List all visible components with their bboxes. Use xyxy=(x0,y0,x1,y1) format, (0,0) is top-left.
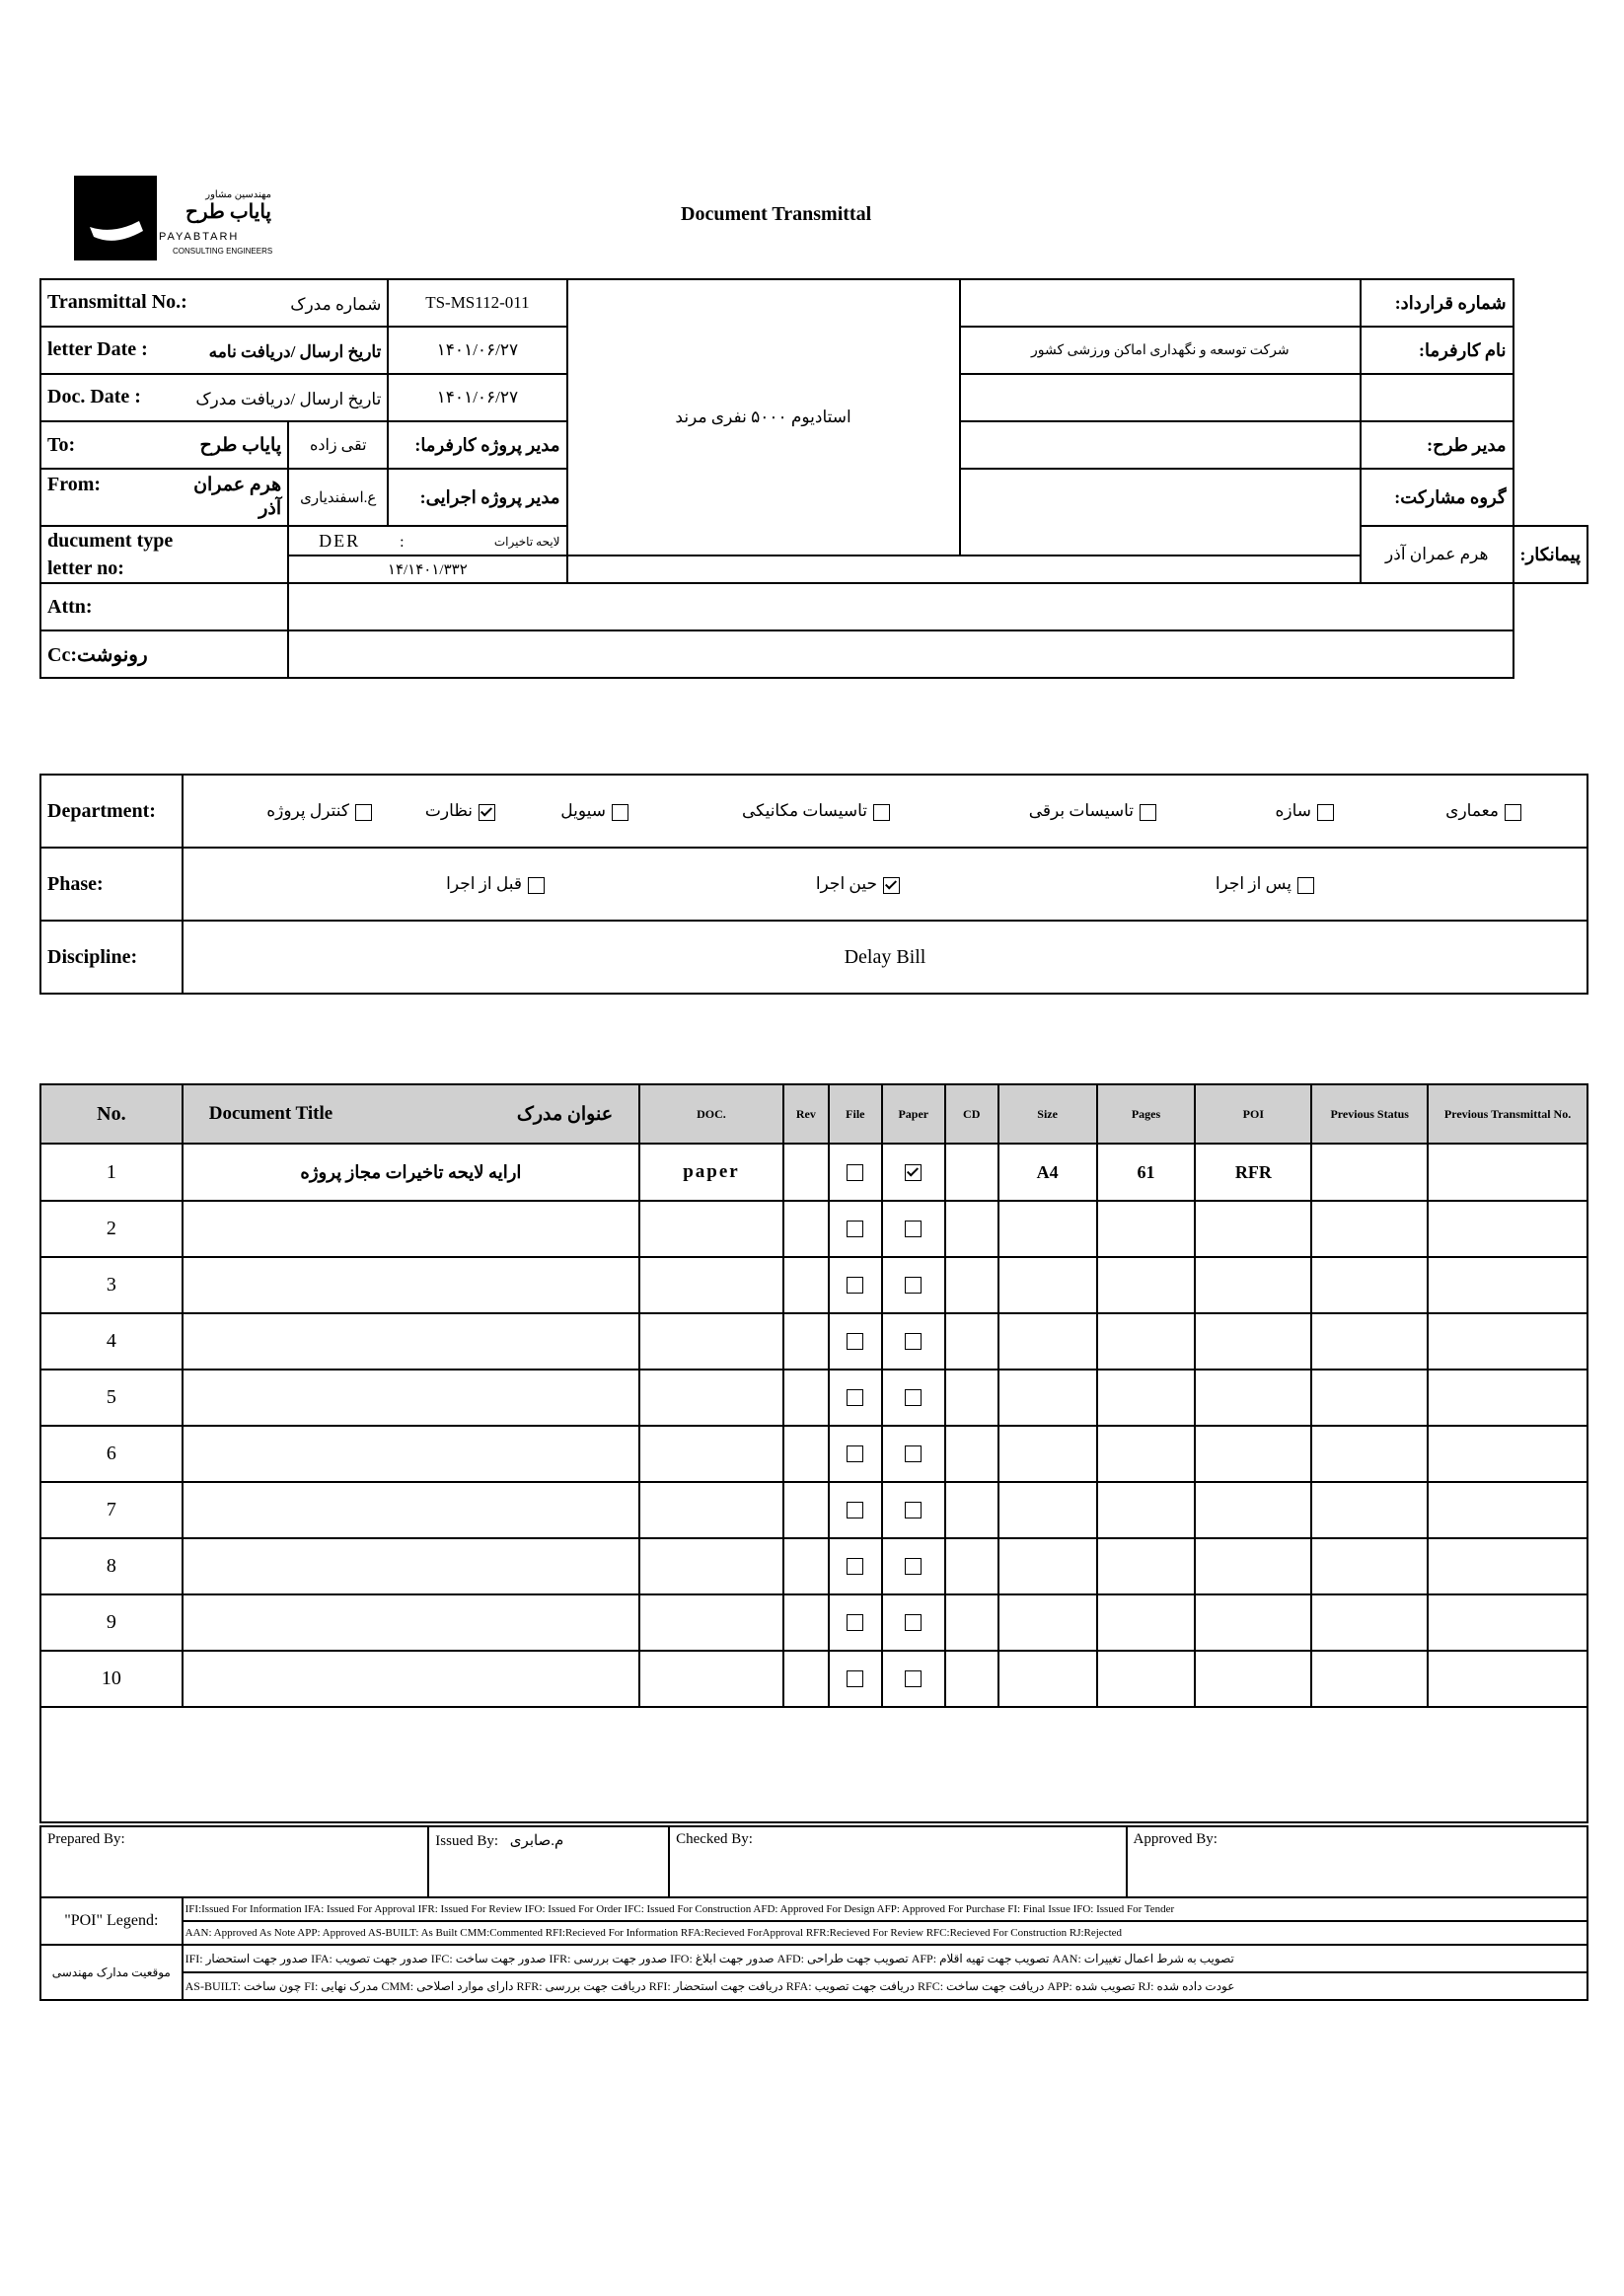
cell-cd xyxy=(945,1594,998,1651)
partnership-label: گروه مشارکت: xyxy=(1361,469,1513,526)
checkbox-paper[interactable] xyxy=(905,1558,922,1575)
cell-no: 10 xyxy=(40,1651,183,1707)
checkbox-after-execution[interactable] xyxy=(1297,877,1314,894)
cell-title xyxy=(183,1257,639,1313)
cell-prev-status xyxy=(1311,1426,1428,1482)
cell-prev-status xyxy=(1311,1257,1428,1313)
doc-type-label: ducument type xyxy=(40,526,288,555)
cell-no: 9 xyxy=(40,1594,183,1651)
empty-cell xyxy=(960,374,1361,421)
cell-file xyxy=(829,1257,882,1313)
checkbox-paper[interactable] xyxy=(905,1277,922,1294)
cell-poi xyxy=(1195,1426,1311,1482)
poi-legend-label: "POI" Legend: xyxy=(40,1897,183,1945)
client-pm-name: تقی زاده xyxy=(288,421,388,469)
document-table xyxy=(39,1083,1588,1823)
cell-size xyxy=(998,1594,1097,1651)
contract-no-label: شماره قرارداد: xyxy=(1361,279,1513,327)
cell-prev-transmittal xyxy=(1428,1201,1587,1257)
checkbox-before-execution[interactable] xyxy=(528,877,545,894)
cell-cd xyxy=(945,1651,998,1707)
department-option-electrical[interactable]: تاسیسات برقی xyxy=(1029,801,1162,821)
checkbox-paper[interactable] xyxy=(905,1670,922,1687)
cell-poi xyxy=(1195,1651,1311,1707)
contract-no-value xyxy=(960,279,1361,327)
classification-table xyxy=(39,774,1588,995)
department-label: Department: xyxy=(40,775,183,848)
col-poi-header: POI xyxy=(1195,1084,1311,1144)
cell-paper xyxy=(882,1370,945,1426)
cell-no: 7 xyxy=(40,1482,183,1538)
cell-poi xyxy=(1195,1313,1311,1370)
cell-poi xyxy=(1195,1370,1311,1426)
cell-title xyxy=(183,1313,639,1370)
fa-legend-line-2: AS-BUILT: چون ساخت FI: مدرک نهایی CMM: دارای موارد اصلاحی RFR: دریافت جهت بررسی RFI: دریافت جهت استحضار RFA: دریافت جهت تصویب RFC: دریافت جهت ساخت APP: تصویب شده RJ: عودت داده شده xyxy=(183,1972,1587,2000)
cell-file xyxy=(829,1651,882,1707)
cell-cd xyxy=(945,1257,998,1313)
checkbox-project-control[interactable] xyxy=(355,804,372,821)
checkbox-paper[interactable] xyxy=(905,1502,922,1518)
letter-no-value: ۱۴/۱۴۰۱/۳۳۲ xyxy=(288,555,566,583)
doc-date-label: Doc. Date : تاریخ ارسال /دریافت مدرک xyxy=(40,374,388,421)
cell-file xyxy=(829,1313,882,1370)
checkbox-civil[interactable] xyxy=(612,804,628,821)
checkbox-mechanical[interactable] xyxy=(873,804,890,821)
col-cd-header: CD xyxy=(945,1084,998,1144)
cell-pages: 61 xyxy=(1097,1144,1196,1201)
cell-size xyxy=(998,1370,1097,1426)
cell-prev-status xyxy=(1311,1144,1428,1201)
cell-doc xyxy=(639,1482,783,1538)
cell-rev xyxy=(783,1651,829,1707)
checkbox-file[interactable] xyxy=(847,1445,863,1462)
cell-paper xyxy=(882,1144,945,1201)
cell-paper xyxy=(882,1482,945,1538)
cell-paper xyxy=(882,1313,945,1370)
checkbox-paper[interactable] xyxy=(905,1221,922,1237)
cell-prev-transmittal xyxy=(1428,1538,1587,1594)
checkbox-paper[interactable] xyxy=(905,1389,922,1406)
client-pm-label: مدیر پروژه کارفرما: xyxy=(388,421,566,469)
checkbox-architecture[interactable] xyxy=(1505,804,1521,821)
cell-prev-transmittal xyxy=(1428,1594,1587,1651)
cell-doc xyxy=(639,1370,783,1426)
table-row xyxy=(40,1594,1587,1651)
cell-file xyxy=(829,1370,882,1426)
department-option-project-control[interactable]: کنترل پروژه xyxy=(266,801,378,821)
cell-file xyxy=(829,1594,882,1651)
cell-file xyxy=(829,1426,882,1482)
designer-value xyxy=(960,421,1361,469)
cell-prev-transmittal xyxy=(1428,1651,1587,1707)
cell-no: 6 xyxy=(40,1426,183,1482)
phase-option-before[interactable]: قبل از اجرا xyxy=(446,874,551,894)
issued-by: Issued By: م.صابری xyxy=(428,1826,669,1897)
cell-pages xyxy=(1097,1201,1196,1257)
checkbox-electrical[interactable] xyxy=(1140,804,1156,821)
cell-paper xyxy=(882,1201,945,1257)
checkbox-during-execution[interactable] xyxy=(883,877,900,894)
fa-legend-line-1: IFI: صدور جهت استحضار IFA: صدور جهت تصویب IFC: صدور جهت ساخت IFR: صدور جهت بررسی IFO: صدور جهت ابلاغ AFD: تصویب جهت طراحی AFP: تصویب جهت تهیه اقلام AAN: تصویب به شرط اعمال تغییرات xyxy=(183,1945,1587,1972)
cell-size: A4 xyxy=(998,1144,1097,1201)
cell-prev-status xyxy=(1311,1594,1428,1651)
cell-prev-transmittal xyxy=(1428,1370,1587,1426)
project-name: استادیوم ۵۰۰۰ نفری مرند xyxy=(567,279,960,555)
col-doc-header: DOC. xyxy=(639,1084,783,1144)
cell-prev-status xyxy=(1311,1538,1428,1594)
cell-pages xyxy=(1097,1370,1196,1426)
table-row xyxy=(40,1482,1587,1538)
cell-rev xyxy=(783,1257,829,1313)
exec-pm-label: مدیر پروژه اجرایی: xyxy=(388,469,566,526)
cell-no: 3 xyxy=(40,1257,183,1313)
cell-doc: paper xyxy=(639,1144,783,1201)
table-row xyxy=(40,1257,1587,1313)
cell-rev xyxy=(783,1313,829,1370)
cell-title xyxy=(183,1651,639,1707)
cell-cd xyxy=(945,1201,998,1257)
letter-no-label: letter no: xyxy=(40,555,288,583)
department-option-civil[interactable]: سیویل xyxy=(560,801,634,821)
table-row xyxy=(40,1651,1587,1707)
cc-value xyxy=(288,630,1513,678)
cell-prev-transmittal xyxy=(1428,1257,1587,1313)
checkbox-file[interactable] xyxy=(847,1502,863,1518)
cc-label: Cc:رونوشت xyxy=(40,630,288,678)
cell-pages xyxy=(1097,1426,1196,1482)
poi-legend-line-1: IFI:Issued For Information IFA: Issued For Approval IFR: Issued For Review IFO: Issued For Order IFC: Issued For Construction AFD: Approved For Design AFP: Approved For Purchase FI: Final Issue IFO: Issued For Tender xyxy=(183,1897,1587,1921)
cell-title xyxy=(183,1594,639,1651)
cell-size xyxy=(998,1651,1097,1707)
spacer-cell xyxy=(40,1707,1587,1822)
cell-rev xyxy=(783,1594,829,1651)
cell-poi: RFR xyxy=(1195,1144,1311,1201)
attn-label: Attn: xyxy=(40,583,288,630)
checkbox-file[interactable] xyxy=(847,1614,863,1631)
cell-rev xyxy=(783,1201,829,1257)
cell-cd xyxy=(945,1426,998,1482)
cell-paper xyxy=(882,1594,945,1651)
doc-date-value: ۱۴۰۱/۰۶/۲۷ xyxy=(388,374,566,421)
table-row xyxy=(40,1201,1587,1257)
department-option-structure[interactable]: سازه xyxy=(1275,801,1340,821)
to-cell: To: پایاب طرح xyxy=(40,421,288,469)
cell-cd xyxy=(945,1538,998,1594)
cell-doc xyxy=(639,1538,783,1594)
table-row xyxy=(40,1313,1587,1370)
from-cell: From: هرم عمران آذر xyxy=(40,469,288,526)
cell-pages xyxy=(1097,1651,1196,1707)
company-logo xyxy=(74,176,281,262)
checkbox-paper[interactable] xyxy=(905,1333,922,1350)
cell-doc xyxy=(639,1651,783,1707)
cell-prev-transmittal xyxy=(1428,1313,1587,1370)
cell-no: 2 xyxy=(40,1201,183,1257)
checkbox-file[interactable] xyxy=(847,1164,863,1181)
department-option-supervision[interactable]: نظارت xyxy=(425,801,501,821)
cell-prev-status xyxy=(1311,1482,1428,1538)
checkbox-file[interactable] xyxy=(847,1221,863,1237)
attn-value xyxy=(288,583,1513,630)
cell-rev xyxy=(783,1482,829,1538)
cell-paper xyxy=(882,1257,945,1313)
checkbox-structure[interactable] xyxy=(1317,804,1334,821)
cell-file xyxy=(829,1144,882,1201)
table-row xyxy=(40,1144,1587,1201)
cell-poi xyxy=(1195,1482,1311,1538)
cell-paper xyxy=(882,1426,945,1482)
cell-rev xyxy=(783,1538,829,1594)
cell-prev-status xyxy=(1311,1370,1428,1426)
cell-prev-transmittal xyxy=(1428,1482,1587,1538)
cell-prev-status xyxy=(1311,1313,1428,1370)
table-row xyxy=(40,1426,1587,1482)
col-prev-status-header: Previous Status xyxy=(1311,1084,1428,1144)
contractor-label: پیمانکار: xyxy=(1513,526,1587,583)
prepared-by: Prepared By: xyxy=(40,1826,428,1897)
exec-pm-name: ع.اسفندیاری xyxy=(288,469,388,526)
checked-by: Checked By: xyxy=(669,1826,1126,1897)
col-prev-transmittal-header: Previous Transmittal No. xyxy=(1428,1084,1587,1144)
cell-poi xyxy=(1195,1201,1311,1257)
cell-prev-status xyxy=(1311,1651,1428,1707)
cell-no: 1 xyxy=(40,1144,183,1201)
cell-pages xyxy=(1097,1482,1196,1538)
col-title-header: Document Title عنوان مدرک xyxy=(183,1084,639,1144)
cell-title: ارایه لایحه تاخیرات مجاز پروژه xyxy=(183,1144,639,1201)
cell-prev-transmittal xyxy=(1428,1144,1587,1201)
discipline-value: Delay Bill xyxy=(183,921,1587,994)
cell-file xyxy=(829,1201,882,1257)
letter-date-value: ۱۴۰۱/۰۶/۲۷ xyxy=(388,327,566,374)
phase-label: Phase: xyxy=(40,848,183,921)
cell-pages xyxy=(1097,1257,1196,1313)
table-spacer-row xyxy=(40,1707,1587,1822)
contractor-value: هرم عمران آذر xyxy=(1361,526,1513,583)
signature-table xyxy=(39,1825,1588,2001)
cell-title xyxy=(183,1482,639,1538)
cell-size xyxy=(998,1538,1097,1594)
phase-option-during[interactable]: حین اجرا xyxy=(816,874,906,894)
poi-legend-line-2: AAN: Approved As Note APP: Approved AS-BUILT: As Built CMM:Commented RFI:Recieved For Information RFA:Recieved ForApproval RFR:Recieved For Review RFC:Recieved For Construction RJ:Rejected xyxy=(183,1921,1587,1945)
cell-prev-transmittal xyxy=(1428,1426,1587,1482)
department-options xyxy=(183,775,1587,848)
cell-size xyxy=(998,1426,1097,1482)
cell-doc xyxy=(639,1257,783,1313)
client-value: شرکت توسعه و نگهداری اماکن ورزشی کشور xyxy=(960,327,1361,374)
cell-no: 4 xyxy=(40,1313,183,1370)
department-option-mechanical[interactable]: تاسیسات مکانیکی xyxy=(742,801,896,821)
cell-rev xyxy=(783,1370,829,1426)
cell-cd xyxy=(945,1313,998,1370)
cell-file xyxy=(829,1482,882,1538)
cell-title xyxy=(183,1426,639,1482)
cell-size xyxy=(998,1201,1097,1257)
company-fa-name: پایاب طرح xyxy=(185,201,271,223)
table-row xyxy=(40,1370,1587,1426)
page-title: Document Transmittal xyxy=(681,203,872,225)
approved-by: Approved By: xyxy=(1127,1826,1587,1897)
company-en-name: PAYABTARH xyxy=(159,231,240,243)
cell-pages xyxy=(1097,1313,1196,1370)
checkbox-file[interactable] xyxy=(847,1558,863,1575)
cell-no: 5 xyxy=(40,1370,183,1426)
checkbox-file[interactable] xyxy=(847,1333,863,1350)
cell-doc xyxy=(639,1594,783,1651)
cell-paper xyxy=(882,1651,945,1707)
transmittal-no-value: TS-MS112-011 xyxy=(388,279,566,327)
checkbox-file[interactable] xyxy=(847,1389,863,1406)
cell-size xyxy=(998,1482,1097,1538)
col-size-header: Size xyxy=(998,1084,1097,1144)
cell-title xyxy=(183,1201,639,1257)
col-no-header: No. xyxy=(40,1084,183,1144)
cell-title xyxy=(183,1538,639,1594)
cell-rev xyxy=(783,1144,829,1201)
company-fa-small: مهندسین مشاور xyxy=(205,189,271,200)
cell-title xyxy=(183,1370,639,1426)
checkbox-paper[interactable] xyxy=(905,1164,922,1181)
checkbox-file[interactable] xyxy=(847,1277,863,1294)
col-paper-header: Paper xyxy=(882,1084,945,1144)
letter-date-label: letter Date : تاریخ ارسال /دریافت نامه xyxy=(40,327,388,374)
cell-size xyxy=(998,1257,1097,1313)
cell-doc xyxy=(639,1313,783,1370)
cell-poi xyxy=(1195,1538,1311,1594)
cell-cd xyxy=(945,1370,998,1426)
discipline-label: Discipline: xyxy=(40,921,183,994)
cell-file xyxy=(829,1538,882,1594)
empty-cell xyxy=(1361,374,1513,421)
designer-label: مدیر طرح: xyxy=(1361,421,1513,469)
logo-mark-icon xyxy=(74,176,157,260)
doc-type-value: DER : لایحه تاخیرات xyxy=(288,526,566,555)
info-table xyxy=(39,278,1588,679)
cell-size xyxy=(998,1313,1097,1370)
company-en-sub: CONSULTING ENGINEERS xyxy=(173,247,273,256)
col-file-header: File xyxy=(829,1084,882,1144)
cell-pages xyxy=(1097,1538,1196,1594)
col-rev-header: Rev xyxy=(783,1084,829,1144)
client-label: نام کارفرما: xyxy=(1361,327,1513,374)
cell-no: 8 xyxy=(40,1538,183,1594)
phase-option-after[interactable]: پس از اجرا xyxy=(1216,874,1320,894)
department-option-architecture[interactable]: معماری xyxy=(1445,801,1527,821)
cell-rev xyxy=(783,1426,829,1482)
col-pages-header: Pages xyxy=(1097,1084,1196,1144)
checkbox-paper[interactable] xyxy=(905,1445,922,1462)
checkbox-file[interactable] xyxy=(847,1670,863,1687)
cell-doc xyxy=(639,1426,783,1482)
cell-poi xyxy=(1195,1594,1311,1651)
table-row xyxy=(40,1538,1587,1594)
cell-cd xyxy=(945,1144,998,1201)
cell-pages xyxy=(1097,1594,1196,1651)
phase-options xyxy=(183,848,1587,921)
partnership-value xyxy=(960,469,1361,555)
cell-paper xyxy=(882,1538,945,1594)
cell-prev-status xyxy=(1311,1201,1428,1257)
fa-legend-label: موقعیت مدارک مهندسی xyxy=(40,1945,183,2000)
cell-cd xyxy=(945,1482,998,1538)
checkbox-supervision[interactable] xyxy=(479,804,495,821)
checkbox-paper[interactable] xyxy=(905,1614,922,1631)
cell-doc xyxy=(639,1201,783,1257)
cell-poi xyxy=(1195,1257,1311,1313)
transmittal-no-label: Transmittal No.: شماره مدرک xyxy=(40,279,388,327)
